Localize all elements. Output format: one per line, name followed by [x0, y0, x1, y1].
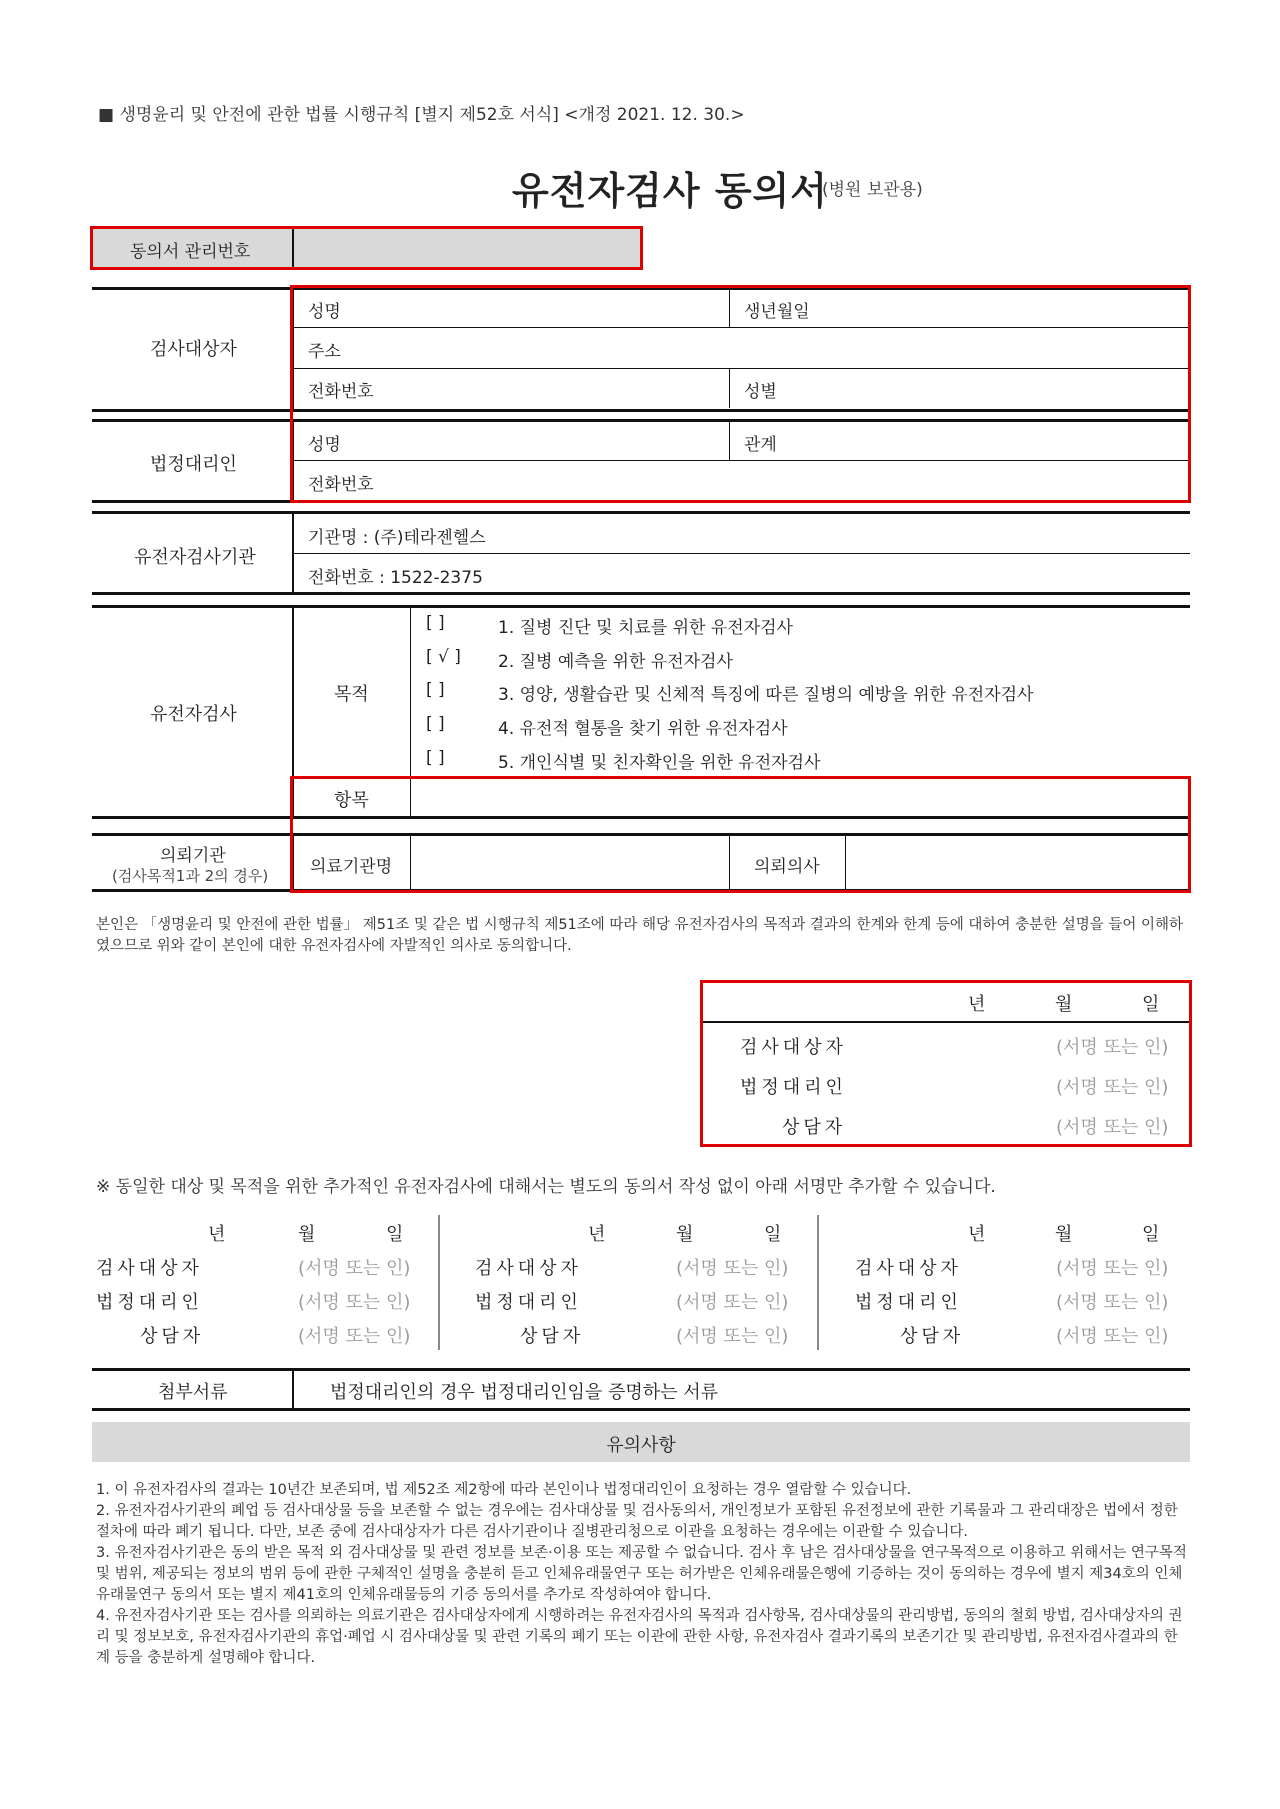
page-title	[0, 160, 1280, 215]
notice-item-3: 3. 유전자검사기관은 동의 받은 목적 외 검사대상물 및 관련 정보를 보존·이용 또는 제공할 수 없습니다. 검사 후 남은 검사대상물을 연구목적으로 이용하고 위해서는 연구목적 및 범위, 제공되는 정보의 범위 등에 관한 구체적인 설명을 충분히 듣고 인체유래물연구 또는 허가받은 인체유래물은행에 기증하는 것이 동의하는 경우에 별지 제34호의 인체유래물연구 동의서 또는 별지 제41호의 인체유래물등의 기증 동의서를 추가로 작성하여야 합니다.	[96, 1545, 1187, 1603]
notice-item-1: 1. 이 유전자검사의 결과는 10년간 보존되며, 법 제52조 제2항에 따라 본인이나 법정대리인이 요청하는 경우 열람할 수 있습니다.	[96, 1482, 912, 1498]
add1-month: 월	[298, 1224, 316, 1245]
add3-counselor-label: 상담자	[900, 1326, 965, 1347]
row-divider	[703, 1021, 1189, 1023]
add2-subject-label: 검사대상자	[475, 1258, 582, 1279]
additional-note: ※ 동일한 대상 및 목적을 위한 추가적인 유전자검사에 대해서는 별도의 동의서 작성 없이 아래 서명만 추가할 수 있습니다.	[96, 1177, 996, 1197]
highlight-item-referral	[290, 776, 1191, 893]
add1-subject-label: 검사대상자	[96, 1258, 203, 1279]
section-bottom-border	[92, 592, 1190, 595]
subject-address-label: 주소	[308, 342, 341, 362]
notice-list	[96, 1480, 1190, 1669]
subject-section-label: 검사대상자	[150, 339, 237, 360]
add3-subject-field[interactable]: (서명 또는 인)	[1056, 1258, 1169, 1279]
add3-day: 일	[1142, 1224, 1160, 1245]
add1-day: 일	[386, 1224, 404, 1245]
mgmt-label: 동의서 관리번호	[130, 242, 251, 262]
sign-subject-field[interactable]: (서명 또는 인)	[1056, 1037, 1169, 1058]
date-month-label: 월	[1055, 994, 1073, 1015]
consent-text: 본인은 「생명윤리 및 안전에 관한 법률」 제51조 및 같은 법 시행규칙 제51조에 따라 해당 유전자검사의 목적과 결과의 한계와 한계 등에 대하여 충분한 설명을 들어 이해하였으므로 위와 같이 본인에 대한 유전자검사에 자발적인 의사로 동의합니다.	[96, 917, 1183, 954]
date-year-label: 년	[968, 994, 986, 1015]
sign-counselor-label: 상담자	[782, 1117, 847, 1138]
add1-counselor-label: 상담자	[140, 1326, 205, 1347]
notice-item-2: 2. 유전자검사기관의 폐업 등 검사대상물 등을 보존할 수 없는 경우에는 검사대상물 및 검사동의서, 개인정보가 포함된 유전정보에 관한 기록물과 그 관리대장은 법에서 정한 절차에 따라 폐기 됩니다. 다만, 보존 중에 검사대상자가 다른 검사기관이나 질병관리청으로 이관을 요청하는 경우에는 이관할 수 있습니다.	[96, 1503, 1178, 1540]
attachment-value: 법정대리인의 경우 법정대리인임을 증명하는 서류	[330, 1382, 719, 1403]
purpose-text-4: 4. 유전적 혈통을 찾기 위한 유전자검사	[498, 719, 788, 739]
section-top-border	[92, 605, 1190, 608]
column-divider	[438, 1215, 440, 1350]
add1-counselor-field[interactable]: (서명 또는 인)	[298, 1326, 411, 1347]
add2-counselor-label: 상담자	[520, 1326, 585, 1347]
guardian-section-label: 법정대리인	[150, 454, 237, 475]
purpose-checkbox-4[interactable]: [ ]	[426, 714, 445, 734]
subject-gender-label: 성별	[744, 382, 777, 402]
page-subtitle: (병원 보관용)	[822, 180, 923, 200]
purpose-text-1: 1. 질병 진단 및 치료를 위한 유전자검사	[498, 618, 793, 638]
purpose-text-5: 5. 개인식별 및 친자확인을 위한 유전자검사	[498, 753, 821, 773]
purpose-checkbox-1[interactable]: [ ]	[426, 613, 445, 633]
add2-year: 년	[588, 1224, 606, 1245]
notice-item-4: 4. 유전자검사기관 또는 검사를 의뢰하는 의료기관은 검사대상자에게 시행하려는 유전자검사의 목적과 검사항목, 검사대상물의 관리방법, 동의의 철회 방법, 검사대상자의 권리 및 정보보호, 유전자검사기관의 휴업·폐업 시 검사대상물 및 관련 기록의 폐기 또는 이관에 관한 사항, 유전자검사 결과기록의 보존기간 및 관리방법, 유전자검사결과의 한계 등을 충분하게 설명해야 합니다.	[96, 1608, 1183, 1666]
subject-birth-label: 생년월일	[744, 302, 810, 322]
page-title-text: 유전자검사 동의서	[512, 169, 828, 213]
purpose-text-2: 2. 질병 예측을 위한 유전자검사	[498, 652, 733, 672]
row-divider	[294, 553, 1190, 554]
sign-subject-label: 검사대상자	[740, 1037, 847, 1058]
add1-subject-field[interactable]: (서명 또는 인)	[298, 1258, 411, 1279]
add1-guardian-label: 법정대리인	[96, 1292, 203, 1313]
date-day-label: 일	[1142, 994, 1160, 1015]
purpose-checkbox-3[interactable]: [ ]	[426, 680, 445, 700]
add2-counselor-field[interactable]: (서명 또는 인)	[676, 1326, 789, 1347]
attachment-label: 첨부서류	[158, 1382, 228, 1403]
column-divider	[817, 1215, 819, 1350]
institution-name: 기관명 : (주)테라젠헬스	[308, 528, 486, 548]
sign-guardian-field[interactable]: (서명 또는 인)	[1056, 1077, 1169, 1098]
add2-day: 일	[764, 1224, 782, 1245]
add1-year: 년	[208, 1224, 226, 1245]
form-header: ■ 생명윤리 및 안전에 관한 법률 시행규칙 [별지 제52호 서식] <개정 2021. 12. 30.>	[98, 105, 745, 125]
add3-year: 년	[968, 1224, 986, 1245]
section-bottom-border	[92, 1408, 1190, 1411]
sign-counselor-field[interactable]: (서명 또는 인)	[1056, 1117, 1169, 1138]
section-top-border	[92, 1368, 1190, 1371]
highlight-mgmt	[90, 226, 643, 270]
hospital-label: 의료기관명	[310, 857, 393, 877]
add1-guardian-field[interactable]: (서명 또는 인)	[298, 1292, 411, 1313]
subject-phone-label: 전화번호	[308, 382, 374, 402]
referral-section-label: 의뢰기관	[160, 846, 226, 866]
institution-section-label: 유전자검사기관	[134, 547, 256, 568]
highlight-subject-guardian	[290, 285, 1191, 503]
institution-phone: 전화번호 : 1522-2375	[308, 568, 483, 588]
add3-guardian-label: 법정대리인	[855, 1292, 962, 1313]
add3-month: 월	[1055, 1224, 1073, 1245]
sign-guardian-label: 법정대리인	[740, 1077, 847, 1098]
add2-guardian-label: 법정대리인	[475, 1292, 582, 1313]
doctor-label: 의뢰의사	[754, 857, 820, 877]
guardian-name-label: 성명	[308, 435, 341, 455]
add3-guardian-field[interactable]: (서명 또는 인)	[1056, 1292, 1169, 1313]
purpose-text-3: 3. 영양, 생활습관 및 신체적 특징에 따른 질병의 예방을 위한 유전자검사	[498, 685, 1034, 705]
subject-name-label: 성명	[308, 302, 341, 322]
add2-guardian-field[interactable]: (서명 또는 인)	[676, 1292, 789, 1313]
add2-month: 월	[676, 1224, 694, 1245]
divider	[292, 1368, 294, 1410]
test-section-label: 유전자검사	[150, 704, 237, 725]
guardian-relation-label: 관계	[744, 435, 777, 455]
section-top-border	[92, 511, 1190, 514]
guardian-phone-label: 전화번호	[308, 475, 374, 495]
referral-section-note: (검사목적1과 2의 경우)	[112, 867, 269, 885]
purpose-label: 목적	[334, 684, 369, 705]
add3-subject-label: 검사대상자	[855, 1258, 962, 1279]
notice-title: 유의사항	[606, 1435, 676, 1456]
item-label: 항목	[334, 790, 369, 811]
add2-subject-field[interactable]: (서명 또는 인)	[676, 1258, 789, 1279]
divider	[410, 608, 411, 776]
purpose-checkbox-2[interactable]: [ √ ]	[426, 647, 461, 667]
add3-counselor-field[interactable]: (서명 또는 인)	[1056, 1326, 1169, 1347]
purpose-checkbox-5[interactable]: [ ]	[426, 748, 445, 768]
